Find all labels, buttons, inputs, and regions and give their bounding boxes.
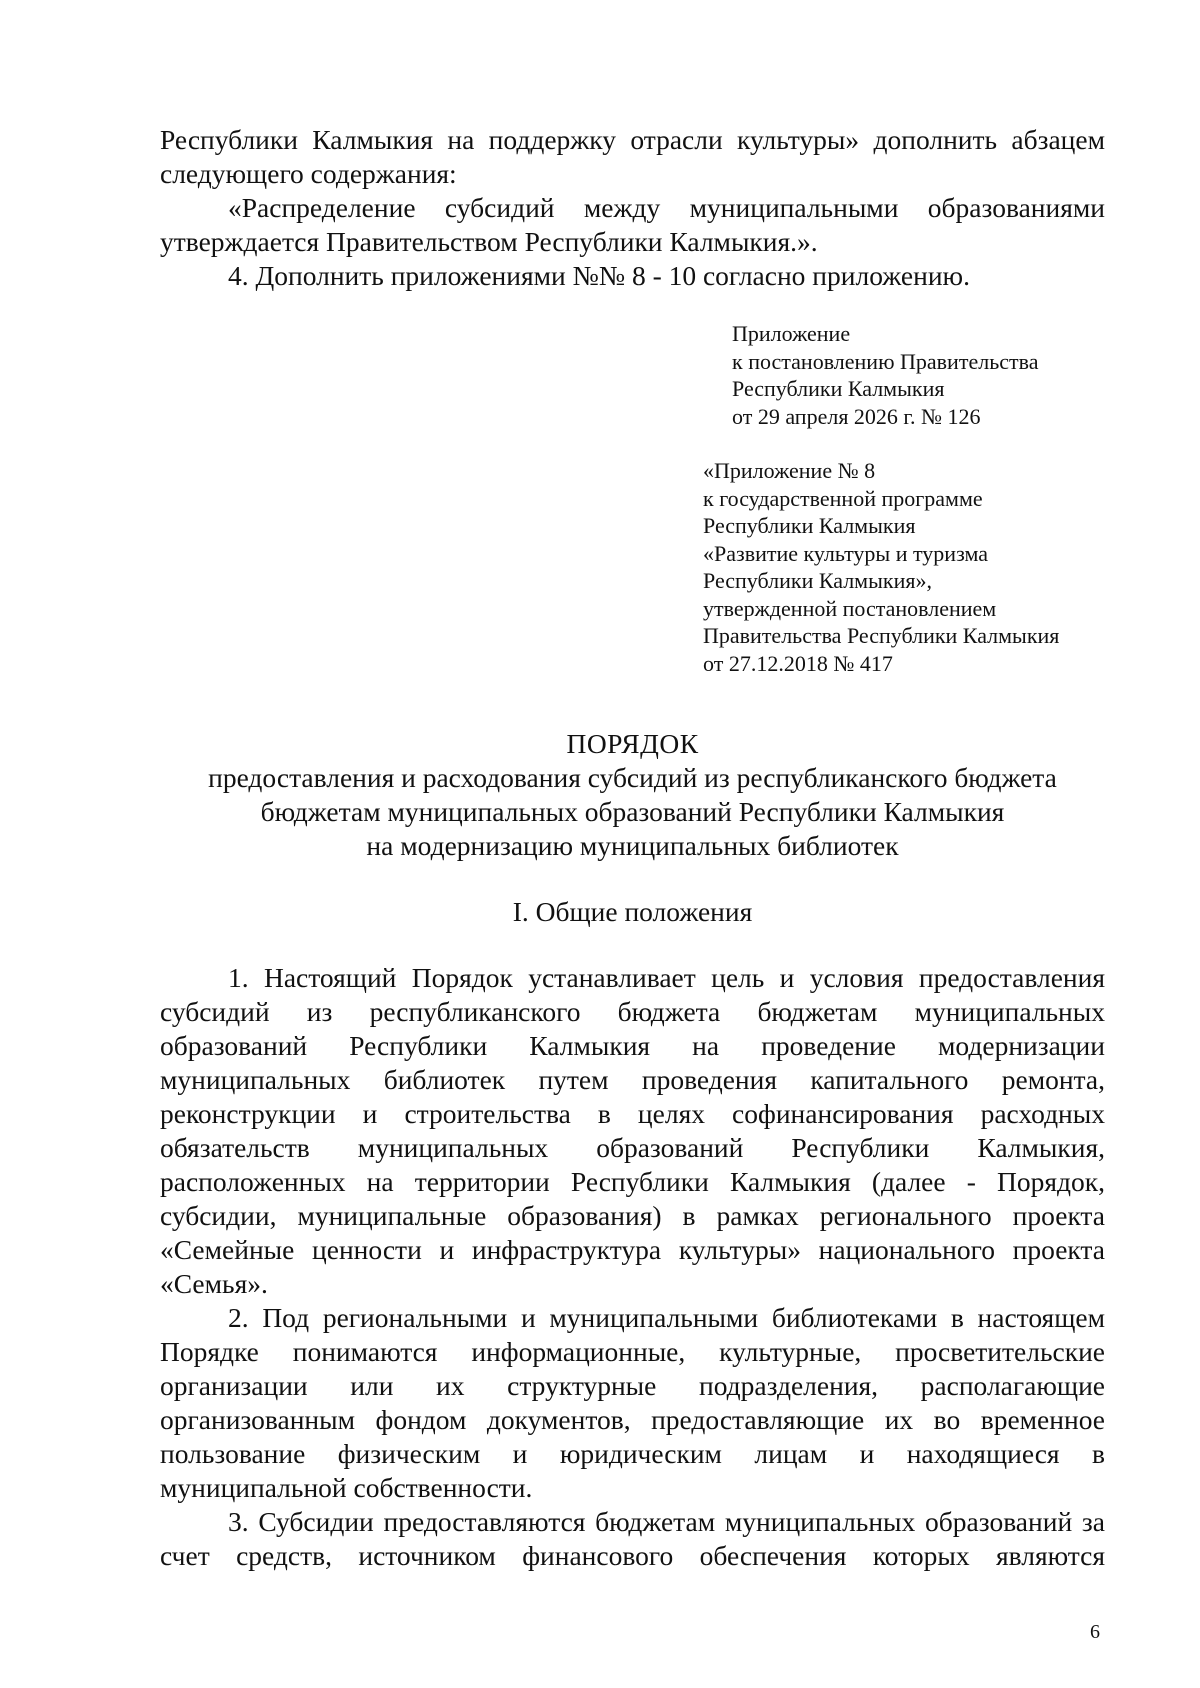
program-appendix-line: «Развитие культуры и туризма [703,540,988,566]
main-text [160,961,1105,1573]
intro-paragraph-2: «Распределение субсидий между муниципальными образованиями утверждается Правительством Республики Калмыкия.». [160,192,1105,257]
program-appendix-line: Правительства Республики Калмыкия [703,623,1060,648]
intro-paragraph-1: Республики Калмыкия на поддержку отрасли культуры» дополнить абзацем следующего содержания: [160,124,1105,189]
page-number: 6 [1090,1621,1100,1643]
section-heading: I. Общие положения [512,896,753,927]
approval-line: от 29 апреля 2026 г. № 126 [732,403,981,429]
approval-line: к постановлению Правительства [732,348,1039,374]
approval-line: Республики Калмыкия [732,376,945,401]
program-appendix-line: Республики Калмыкия [703,513,916,538]
program-appendix-block [703,457,1059,677]
title-main: ПОРЯДОК [566,728,699,759]
program-appendix-line: утвержденной постановлением [703,595,997,621]
program-appendix-line: от 27.12.2018 № 417 [703,650,893,676]
paragraph-1: 1. Настоящий Порядок устанавливает цель и условия предоставления субсидий из республиканского бюджета бюджетам муниципальных образований Республики Калмыкия на проведение модернизации муниципальных библиотек путем проведения капитального ремонта, реконструкции и строительства в целях софинансирования расходных обязательств муниципальных образований Республики Калмыкия, расположенных на территории Республики Калмыкия (далее - Порядок, субсидии, муниципальные образования) в рамках регионального проекта «Семейные ценности и инфраструктура культуры» национального проекта «Семья». [160,962,1105,1299]
approval-block [732,320,1038,430]
program-appendix-line: Республики Калмыкия», [703,568,932,593]
program-appendix-line: к государственной программе [703,485,983,511]
title-line: на модернизацию муниципальных библиотек [366,830,899,861]
title-line: бюджетам муниципальных образований Республики Калмыкия [260,796,1005,827]
paragraph-3: 3. Субсидии предоставляются бюджетам муниципальных образований за счет средств, источником финансового обеспечения которых являются [160,1506,1105,1571]
intro-text [160,123,1105,293]
intro-paragraph-3: 4. Дополнить приложениями №№ 8 - 10 согласно приложению. [228,260,970,291]
document-title [160,727,1105,863]
program-appendix-line: «Приложение № 8 [703,458,876,483]
title-line: предоставления и расходования субсидий из республиканского бюджета [208,762,1057,793]
approval-line: Приложение [732,321,851,346]
paragraph-2: 2. Под региональными и муниципальными библиотеками в настоящем Порядке понимаются информационные, культурные, просветительские организации или их структурные подразделения, располагающие организованным фондом документов, предоставляющие их во временное пользование физическим и юридическим лицам и находящиеся в муниципальной собственности. [160,1302,1105,1503]
